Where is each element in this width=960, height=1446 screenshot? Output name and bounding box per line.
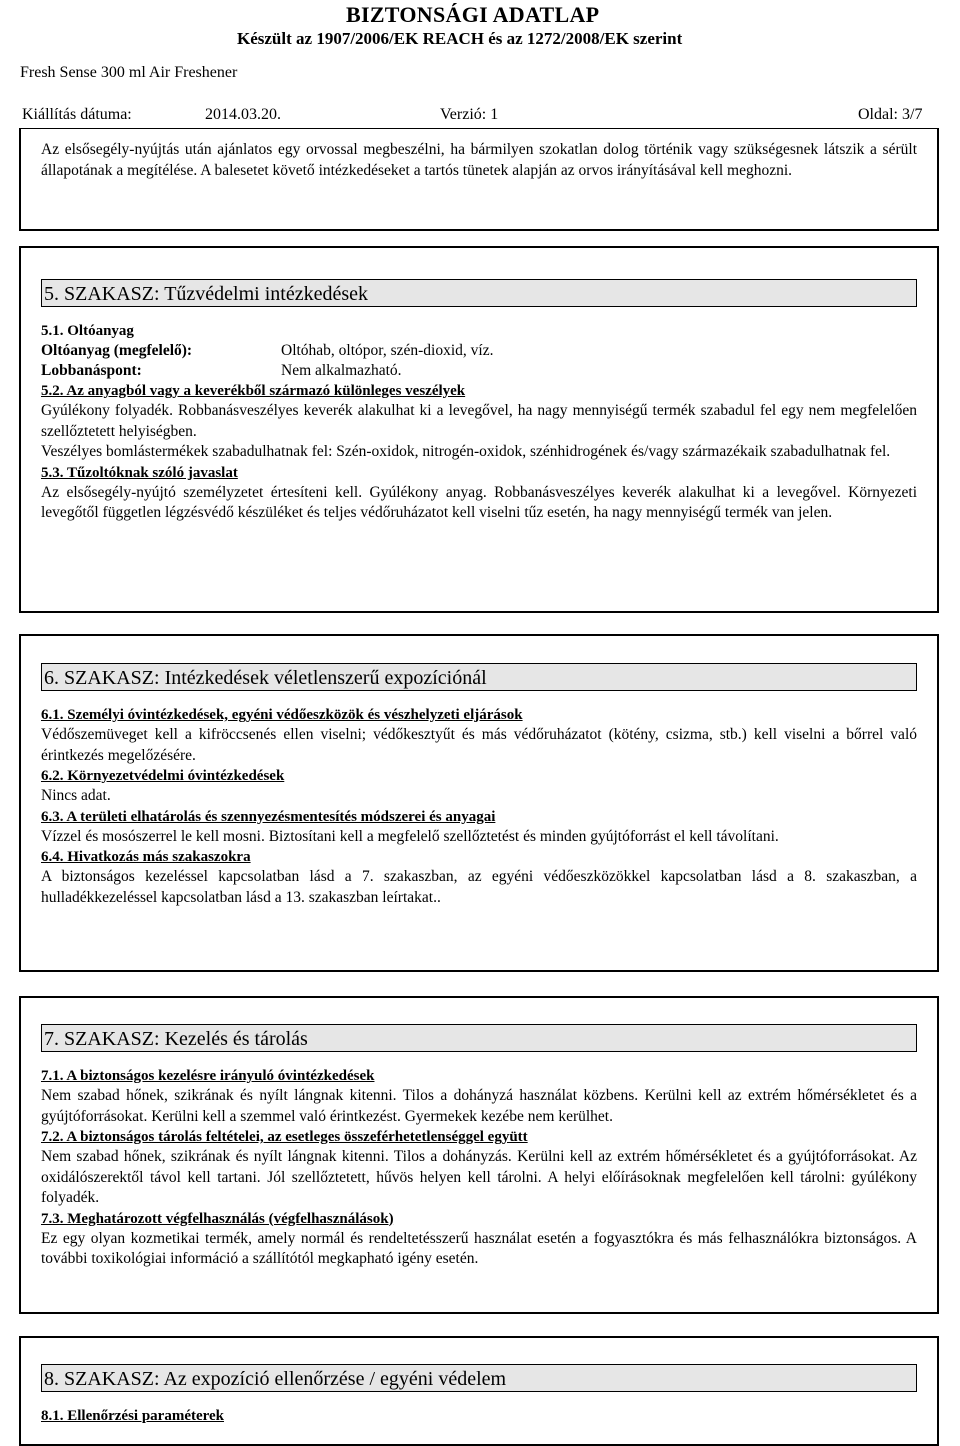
section8-title: 8. SZAKASZ: Az expozíció ellenőrzése / egyéni védelem bbox=[41, 1364, 917, 1392]
flashpoint-value: Nem alkalmazható. bbox=[281, 362, 402, 379]
section7-title: 7. SZAKASZ: Kezelés és tárolás bbox=[41, 1024, 917, 1052]
extinguisher-value: Oltóhab, oltópor, szén-dioxid, víz. bbox=[281, 342, 494, 359]
section7-3-p1: Ez egy olyan kozmetikai termék, amely normál és rendeltetésszerű használat esetén a fogyasztókra és más felhasználókra biztonságos. A további toxikológiai információ a szállítótól megkapható igény esetén. bbox=[41, 1229, 917, 1267]
section8-1-title: 8.1. Ellenőrzési paraméterek bbox=[41, 1408, 225, 1424]
product-name: Fresh Sense 300 ml Air Freshener bbox=[20, 64, 238, 81]
section6-box bbox=[19, 634, 939, 972]
section6-4-p1: A biztonságos kezeléssel kapcsolatban lásd a 7. szakaszban, az egyéni védőeszközökkel kapcsolatban lásd a 8. szakaszban, a hulladékkezeléssel kapcsolatban lásd a 13. szakaszban leírtakat.. bbox=[41, 868, 917, 906]
section5-2-title: 5.2. Az anyagból vagy a keverékből származó különleges veszélyek bbox=[41, 383, 466, 399]
section6-4-title: 6.4. Hivatkozás más szakaszokra bbox=[41, 849, 251, 865]
section8-box bbox=[19, 1336, 939, 1446]
section5-3-p1: Az elsősegély-nyújtó személyzetet értesíteni kell. Gyúlékony anyag. Robbanásveszélyes keverék alakulhat ki a levegővel. Környezeti levegőtől független légzésvédő készüléket és teljes védőruházatot kell viselni tűz esetén, ha nagy mennyiségű termék van jelen. bbox=[41, 483, 917, 521]
section7-1-title: 7.1. A biztonságos kezelésre irányuló óvintézkedések bbox=[41, 1068, 375, 1084]
section7-2-p1: Nem szabad hőnek, szikrának és nyílt lángnak kitenni. Tilos a dohányzás. Kerülni kell az extrém hőmérsékletet és a gyújtóforrásokat. Az oxidálószerektől távol kell tartani. Jól szellőztetett, hűvös helyen kell tárolni. A helyi előírásoknak megfelelően kell tárolni: gyúlékony folyadék. bbox=[41, 1148, 917, 1206]
section7-box bbox=[19, 996, 939, 1314]
section5-box bbox=[19, 246, 939, 613]
regulation-line: Készült az 1907/2006/EK REACH és az 1272/2008/EK szerint bbox=[237, 29, 683, 48]
issue-date-label: Kiállítás dátuma: bbox=[22, 106, 132, 123]
page-header bbox=[0, 0, 960, 130]
section5-2-p2: Veszélyes bomlástermékek szabadulhatnak fel: Szén-oxidok, nitrogén-oxidok, szénhidrogének és/vagy származékaik szabadulhatnak fel. bbox=[41, 443, 891, 460]
flashpoint-label: Lobbanáspont: bbox=[41, 362, 142, 379]
extinguisher-label: Oltóanyag (megfelelő): bbox=[41, 342, 193, 359]
section5-title: 5. SZAKASZ: Tűzvédelmi intézkedések bbox=[41, 279, 917, 307]
section6-1-p1: Védőszemüveget kell a kifröccsenés ellen viselni; védőkesztyűt és más védőruházatot (kötény, csizma, stb.) kell viselni a bőrrel való érintkezés megelőzésére. bbox=[41, 726, 917, 764]
section6-3-p1: Vízzel és mosószerrel le kell mosni. Biztosítani kell a megfelelő szellőztetést és minden gyújtóforrást el kell távolítani. bbox=[41, 827, 779, 845]
section4-tail-box bbox=[19, 128, 939, 231]
document-title: BIZTONSÁGI ADATLAP bbox=[346, 2, 600, 27]
section6-1-title: 6.1. Személyi óvintézkedések, egyéni védőeszközök és vészhelyzeti eljárások bbox=[41, 707, 523, 723]
page-number: Oldal: 3/7 bbox=[858, 106, 923, 123]
section4-tail-text: Az elsősegély-nyújtás után ajánlatos egy orvossal megbeszélni, ha bármilyen szokatlan dolog történik vagy szükségesnek látszik a sérült állapotának a megítélése. A balesetet követő intézkedéseket a tartós tünetek alapján az orvos irányításával kell meghozni. bbox=[41, 141, 917, 179]
flashpoint-row bbox=[41, 361, 917, 381]
section6-2-p1: Nincs adat. bbox=[41, 787, 111, 804]
section6-3-title: 6.3. A területi elhatárolás és szennyezésmentesítés módszerei és anyagai bbox=[41, 808, 496, 825]
section7-3-title: 7.3. Meghatározott végfelhasználás (végfelhasználások) bbox=[41, 1210, 394, 1227]
section6-2-title: 6.2. Környezetvédelmi óvintézkedések bbox=[41, 768, 285, 784]
version: Verzió: 1 bbox=[440, 106, 499, 123]
section5-3-title: 5.3. Tűzoltóknak szóló javaslat bbox=[41, 464, 238, 481]
issue-date: 2014.03.20. bbox=[205, 106, 281, 123]
section7-2-title: 7.2. A biztonságos tárolás feltételei, az esetleges összeférhetetlenséggel együtt bbox=[41, 1129, 528, 1145]
section7-1-p1: Nem szabad hőnek, szikrának és nyílt lángnak kitenni. Tilos a dohányzá használat közbens. Kerülni kell az extrém hőmérsékletet és a gyújtóforrásokat. Kerülni kell a szemmel való érintkezést. Gyermekek kezébe nem kerülhet. bbox=[41, 1087, 917, 1125]
section6-title: 6. SZAKASZ: Intézkedések véletlenszerű expozíciónál bbox=[41, 663, 917, 691]
extinguisher-row bbox=[41, 341, 917, 361]
section5-1-title: 5.1. Oltóanyag bbox=[41, 323, 134, 339]
section5-2-p1: Gyúlékony folyadék. Robbanásveszélyes keverék alakulhat ki a levegővel, ha nagy mennyiségű termék szabadul fel egy nem megfelelően szellőztetett helyiségben. bbox=[41, 402, 917, 440]
